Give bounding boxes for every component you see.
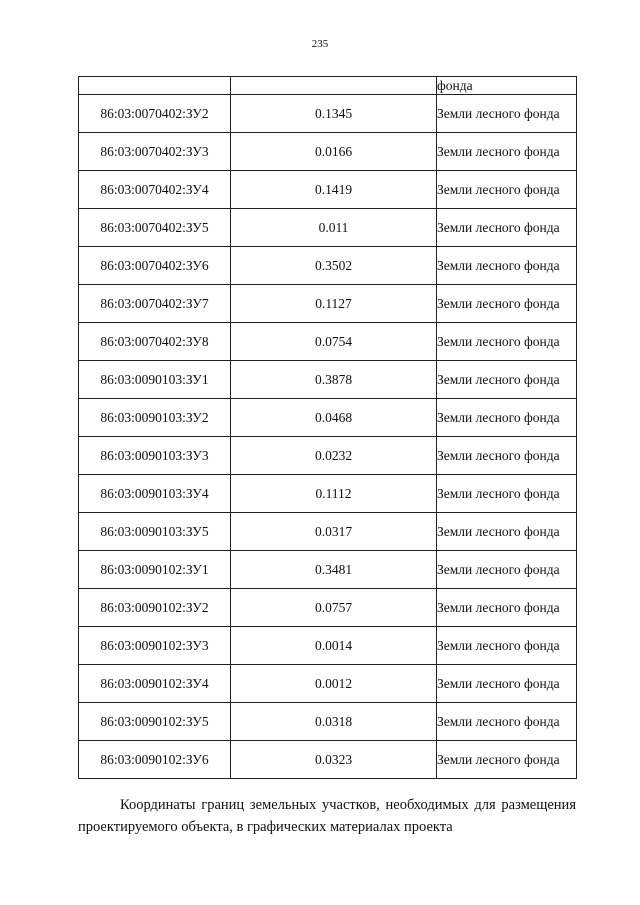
area-cell: 0.1127 — [231, 285, 437, 323]
land-category-cell: Земли лесного фонда — [437, 589, 577, 627]
area-cell: 0.0166 — [231, 133, 437, 171]
page-number: 235 — [311, 38, 329, 50]
land-category-cell: Земли лесного фонда — [437, 665, 577, 703]
cadastral-number-cell — [79, 77, 231, 95]
area-cell: 0.011 — [231, 209, 437, 247]
area-cell: 0.0317 — [231, 513, 437, 551]
cadastral-number-cell: 86:03:0070402:ЗУ3 — [79, 133, 231, 171]
body-paragraph: Координаты границ земельных участков, необходимых для размещения проектируемого объекта, в графических материалах проекта — [78, 797, 576, 835]
cadastral-number-cell: 86:03:0090103:ЗУ4 — [79, 475, 231, 513]
land-category-cell: Земли лесного фонда — [437, 171, 577, 209]
area-cell: 0.0014 — [231, 627, 437, 665]
table-row — [79, 95, 577, 133]
land-category-cell: Земли лесного фонда — [437, 323, 577, 361]
cadastral-number-cell: 86:03:0070402:ЗУ2 — [79, 95, 231, 133]
table-row — [79, 209, 577, 247]
area-cell: 0.0323 — [231, 741, 437, 779]
table-row — [79, 741, 577, 779]
land-category-cell: Земли лесного фонда — [437, 209, 577, 247]
cadastral-number-cell: 86:03:0090102:ЗУ6 — [79, 741, 231, 779]
area-cell: 0.0318 — [231, 703, 437, 741]
land-category-cell: Земли лесного фонда — [437, 399, 577, 437]
area-cell: 0.3481 — [231, 551, 437, 589]
area-cell: 0.0232 — [231, 437, 437, 475]
table-row — [79, 703, 577, 741]
land-category-cell: Земли лесного фонда — [437, 513, 577, 551]
table-row — [79, 323, 577, 361]
cadastral-number-cell: 86:03:0090103:ЗУ1 — [79, 361, 231, 399]
cadastral-number-cell: 86:03:0090103:ЗУ3 — [79, 437, 231, 475]
land-category-cell: фонда — [437, 77, 577, 95]
area-cell: 0.3878 — [231, 361, 437, 399]
cadastral-number-cell: 86:03:0090102:ЗУ3 — [79, 627, 231, 665]
table-row — [79, 285, 577, 323]
land-plots-table — [78, 76, 577, 779]
area-cell: 0.0468 — [231, 399, 437, 437]
cadastral-number-cell: 86:03:0070402:ЗУ8 — [79, 323, 231, 361]
cadastral-number-cell: 86:03:0070402:ЗУ7 — [79, 285, 231, 323]
land-category-cell: Земли лесного фонда — [437, 95, 577, 133]
land-category-cell: Земли лесного фонда — [437, 703, 577, 741]
table-row — [79, 399, 577, 437]
cadastral-number-cell: 86:03:0090103:ЗУ5 — [79, 513, 231, 551]
cadastral-number-cell: 86:03:0070402:ЗУ6 — [79, 247, 231, 285]
cadastral-number-cell: 86:03:0090102:ЗУ2 — [79, 589, 231, 627]
table-row — [79, 437, 577, 475]
table-row — [79, 247, 577, 285]
cadastral-number-cell: 86:03:0090102:ЗУ1 — [79, 551, 231, 589]
table-row — [79, 589, 577, 627]
cadastral-number-cell: 86:03:0090102:ЗУ5 — [79, 703, 231, 741]
table-body — [79, 77, 577, 779]
table-row — [79, 133, 577, 171]
cadastral-number-cell: 86:03:0070402:ЗУ4 — [79, 171, 231, 209]
land-category-cell: Земли лесного фонда — [437, 285, 577, 323]
area-cell: 0.0754 — [231, 323, 437, 361]
cadastral-number-cell: 86:03:0090102:ЗУ4 — [79, 665, 231, 703]
land-category-cell: Земли лесного фонда — [437, 247, 577, 285]
area-cell: 0.0012 — [231, 665, 437, 703]
land-category-cell: Земли лесного фонда — [437, 741, 577, 779]
land-category-cell: Земли лесного фонда — [437, 437, 577, 475]
land-category-cell: Земли лесного фонда — [437, 133, 577, 171]
table-row — [79, 665, 577, 703]
table-row — [79, 361, 577, 399]
area-cell — [231, 77, 437, 95]
land-category-cell: Земли лесного фонда — [437, 475, 577, 513]
table-row-continued — [79, 77, 577, 95]
table-row — [79, 171, 577, 209]
area-cell: 0.0757 — [231, 589, 437, 627]
area-cell: 0.1345 — [231, 95, 437, 133]
land-category-cell: Земли лесного фонда — [437, 551, 577, 589]
land-category-cell: Земли лесного фонда — [437, 361, 577, 399]
table-row — [79, 551, 577, 589]
area-cell: 0.3502 — [231, 247, 437, 285]
table-row — [79, 475, 577, 513]
area-cell: 0.1419 — [231, 171, 437, 209]
area-cell: 0.1112 — [231, 475, 437, 513]
land-category-cell: Земли лесного фонда — [437, 627, 577, 665]
table-row — [79, 627, 577, 665]
table-row — [79, 513, 577, 551]
cadastral-number-cell: 86:03:0090103:ЗУ2 — [79, 399, 231, 437]
cadastral-number-cell: 86:03:0070402:ЗУ5 — [79, 209, 231, 247]
